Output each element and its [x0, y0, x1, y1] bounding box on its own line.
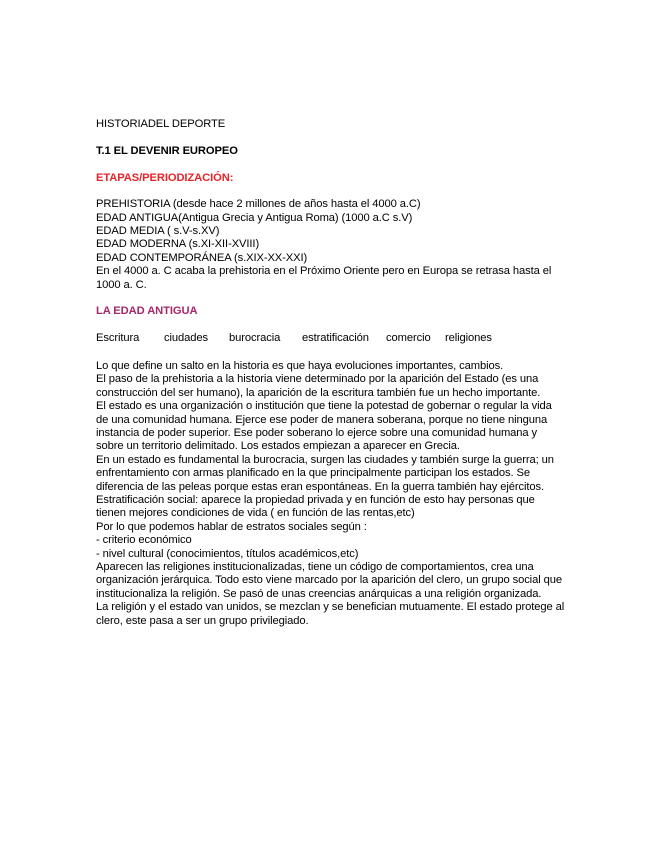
periods-list	[96, 198, 566, 292]
paragraph: Lo que define un salto en la historia es que haya evoluciones importantes, cambios.	[96, 359, 504, 372]
keyword: Escritura	[96, 332, 140, 345]
period-item: PREHISTORIA (desde hace 2 millones de años hasta el 4000 a.C)	[96, 198, 421, 211]
keyword: religiones	[445, 332, 492, 345]
period-item: EDAD MODERNA (s.XI-XII-XVIII)	[96, 238, 260, 251]
periods-note: En el 4000 a. C acaba la prehistoria en el Próximo Oriente pero en Europa se retrasa hasta el 1000 a. C.	[96, 265, 552, 291]
keyword: estratificación	[302, 332, 369, 345]
period-item: EDAD CONTEMPORÁNEA (s.XIX-XX-XXI)	[96, 251, 308, 264]
keyword: comercio	[386, 332, 431, 345]
paragraph: En un estado es fundamental la burocracia, surgen las ciudades y también surge la guerra; un enfrentamiento con armas planificado en la que principalmente participan los estados. Se diferencia de las peleas porque estas eran espontáneas. En la guerra también hay ejércitos.	[96, 453, 554, 493]
document-title: HISTORIADEL DEPORTE	[96, 118, 226, 130]
paragraph: La religión y el estado van unidos, se mezclan y se benefician mutuamente. El estado protege al clero, este pasa a ser un grupo privilegiado.	[96, 601, 565, 627]
keywords-row	[96, 332, 566, 345]
document-content	[96, 118, 566, 628]
list-item: - nivel cultural (conocimientos, títulos académicos,etc)	[96, 547, 359, 560]
section-title: T.1 EL DEVENIR EUROPEO	[96, 145, 238, 158]
list-item: - criterio económico	[96, 534, 192, 547]
paragraph: Aparecen las religiones institucionalizadas, tiene un código de comportamientos, crea una organización jerárquica. Todo esto viene marcado por la aparición del clero, un grupo social que institucionaliza la religión. Se pasó de unas creencias anárquicas a una religión organizada.	[96, 560, 562, 600]
period-item: EDAD MEDIA ( s.V-s.XV)	[96, 225, 220, 238]
edad-antigua-heading: LA EDAD ANTIGUA	[96, 305, 198, 318]
paragraph: El estado es una organización o institución que tiene la potestad de gobernar o regular la vida de una comunidad humana. Ejerce ese poder de manera soberana, porque no tiene ninguna instancia de poder superior. Ese poder soberano lo ejerce sobre una comunidad humana y sobre un territorio delimitado. Los estados empiezan a aparecer en Grecia.	[96, 400, 552, 453]
paragraph: Por lo que podemos hablar de estratos sociales según :	[96, 520, 367, 533]
period-item: EDAD ANTIGUA(Antigua Grecia y Antigua Roma) (1000 a.C s.V)	[96, 211, 413, 224]
keyword: burocracia	[229, 332, 281, 345]
etapas-heading: ETAPAS/PERIODIZACIÓN:	[96, 171, 234, 184]
body-text	[96, 360, 566, 628]
keyword: ciudades	[164, 332, 208, 345]
paragraph: Estratificación social: aparece la propiedad privada y en función de esto hay personas que tienen mejores condiciones de vida ( en función de las rentas,etc)	[96, 493, 535, 520]
paragraph: El paso de la prehistoria a la historia viene determinado por la aparición del Estado (es una construcción del ser humano), la aparición de la escritura también fue un hecho importante.	[96, 373, 541, 399]
